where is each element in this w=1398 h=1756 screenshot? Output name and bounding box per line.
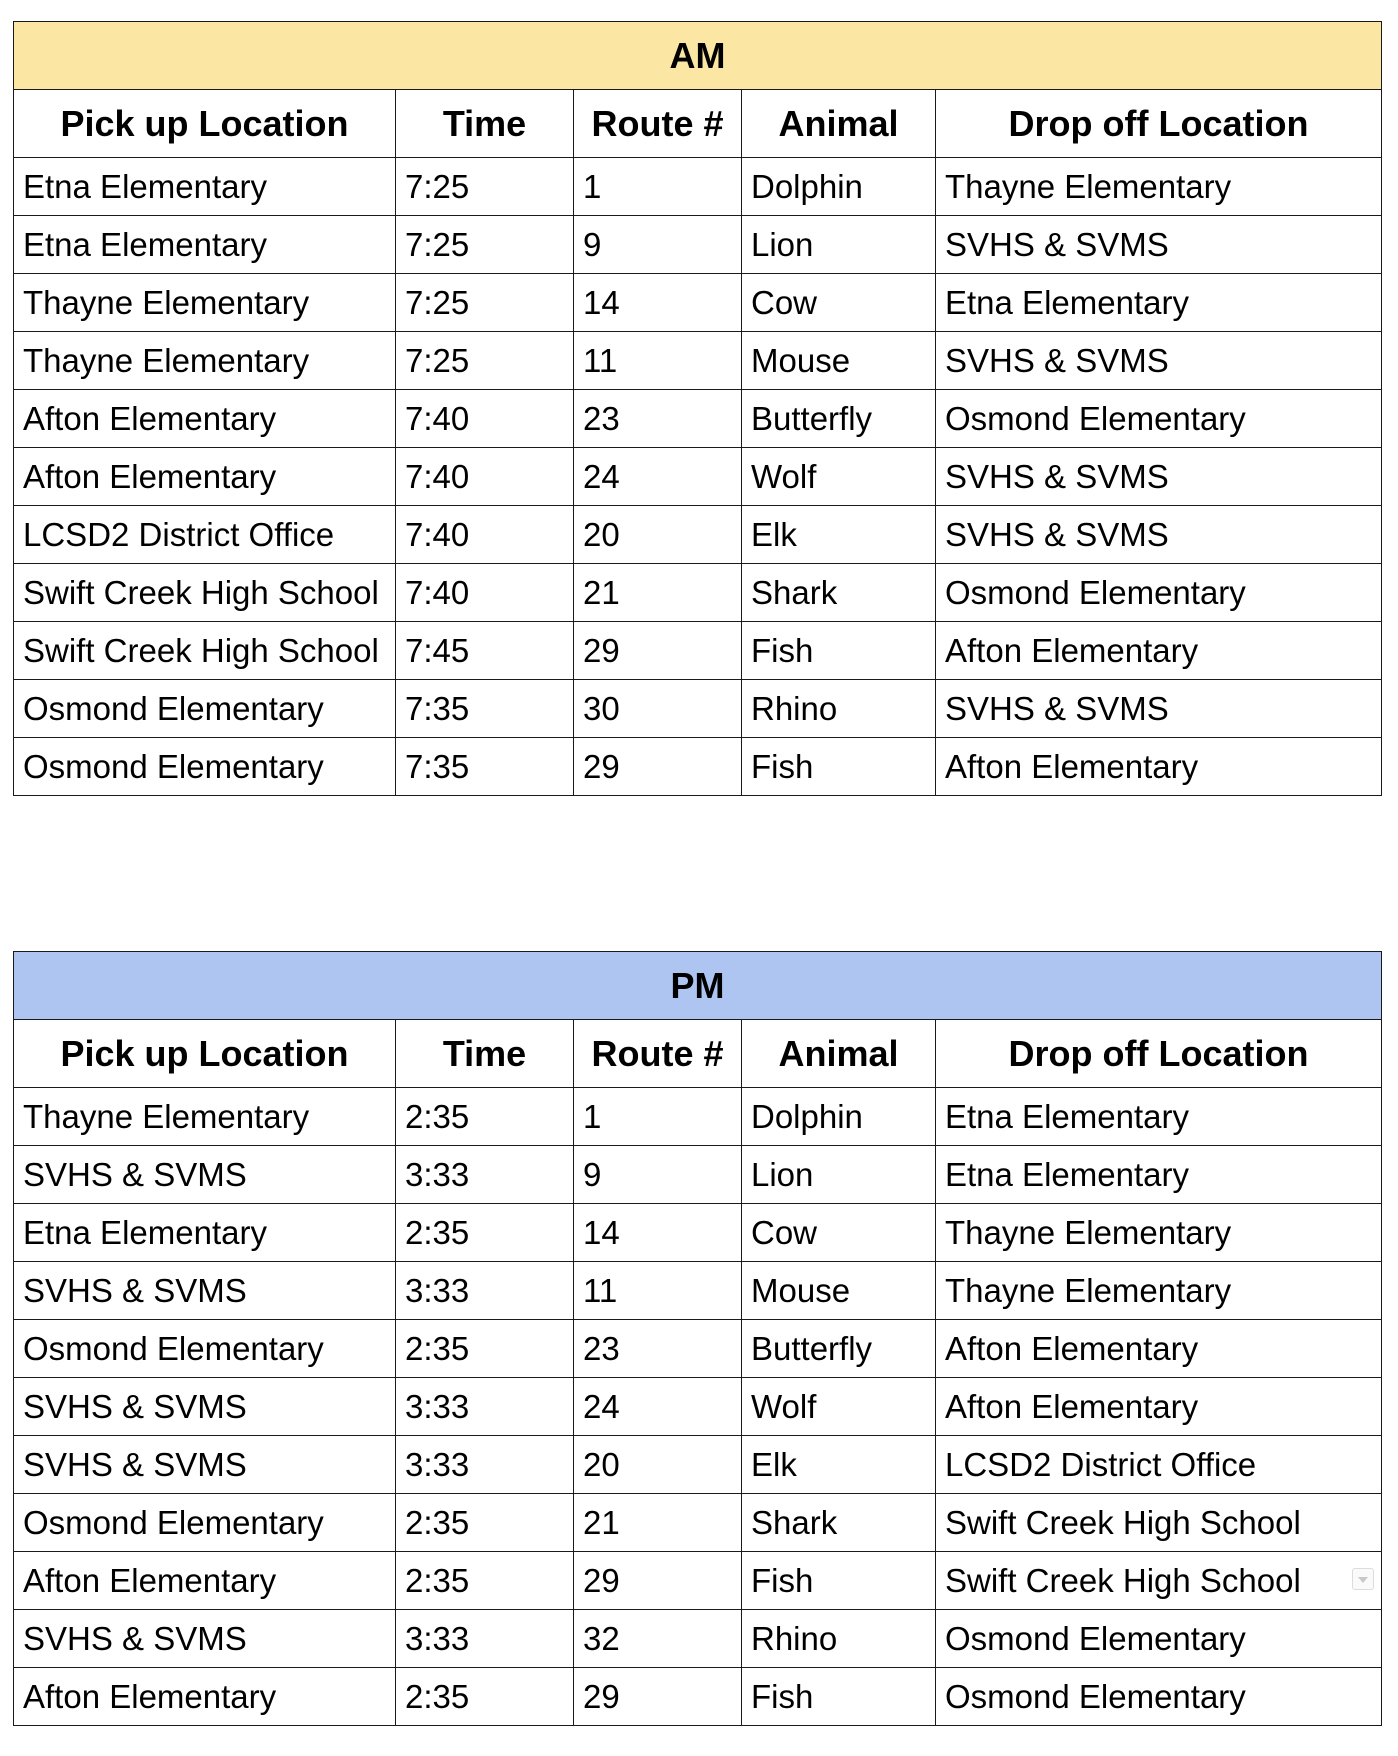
table-row [14,1610,1382,1668]
dropoff-cell: SVHS & SVMS [936,506,1382,564]
animal-cell: Elk [742,506,936,564]
column-header-route: Route # [574,1020,742,1088]
dropoff-cell: Afton Elementary [936,738,1382,796]
column-header-pickup: Pick up Location [14,1020,396,1088]
pm-header-row [14,1020,1382,1088]
pickup-cell: SVHS & SVMS [14,1378,396,1436]
route-cell: 29 [574,738,742,796]
route-cell: 1 [574,158,742,216]
table-row [14,390,1382,448]
pickup-cell: Thayne Elementary [14,1088,396,1146]
time-cell: 7:25 [396,274,574,332]
time-cell: 7:40 [396,564,574,622]
table-row [14,448,1382,506]
animal-cell: Cow [742,1204,936,1262]
table-row [14,216,1382,274]
route-cell: 23 [574,390,742,448]
dropoff-cell: LCSD2 District Office [936,1436,1382,1494]
table-row [14,274,1382,332]
pm-banner: PM [14,952,1382,1020]
table-row [14,680,1382,738]
pm-table-body [14,1088,1382,1726]
pickup-cell: LCSD2 District Office [14,506,396,564]
table-row [14,564,1382,622]
dropoff-cell: Thayne Elementary [936,158,1382,216]
column-header-time: Time [396,90,574,158]
animal-cell: Rhino [742,1610,936,1668]
pickup-cell: SVHS & SVMS [14,1262,396,1320]
am-schedule-table [13,21,1382,796]
animal-cell: Shark [742,1494,936,1552]
dropoff-cell: SVHS & SVMS [936,216,1382,274]
route-cell: 32 [574,1610,742,1668]
table-row [14,1320,1382,1378]
animal-cell: Elk [742,1436,936,1494]
table-row [14,1204,1382,1262]
table-row [14,1262,1382,1320]
time-cell: 2:35 [396,1494,574,1552]
table-row [14,622,1382,680]
pickup-cell: Thayne Elementary [14,332,396,390]
dropoff-cell: Afton Elementary [936,622,1382,680]
pickup-cell: Osmond Elementary [14,738,396,796]
table-row [14,1088,1382,1146]
route-cell: 23 [574,1320,742,1378]
column-header-animal: Animal [742,1020,936,1088]
dropoff-cell: Thayne Elementary [936,1204,1382,1262]
am-banner: AM [14,22,1382,90]
time-cell: 2:35 [396,1204,574,1262]
dropoff-cell: Swift Creek High School [936,1494,1382,1552]
dropoff-cell: Afton Elementary [936,1320,1382,1378]
pickup-cell: Etna Elementary [14,216,396,274]
animal-cell: Wolf [742,1378,936,1436]
dropoff-cell: Etna Elementary [936,1088,1382,1146]
route-cell: 30 [574,680,742,738]
route-cell: 14 [574,274,742,332]
route-cell: 29 [574,1668,742,1726]
route-cell: 24 [574,1378,742,1436]
route-cell: 11 [574,332,742,390]
time-cell: 3:33 [396,1262,574,1320]
pickup-cell: Etna Elementary [14,158,396,216]
pickup-cell: SVHS & SVMS [14,1436,396,1494]
time-cell: 7:35 [396,680,574,738]
animal-cell: Lion [742,1146,936,1204]
time-cell: 3:33 [396,1146,574,1204]
dropoff-cell: Osmond Elementary [936,564,1382,622]
route-cell: 24 [574,448,742,506]
animal-cell: Fish [742,1668,936,1726]
am-table-body [14,158,1382,796]
column-header-dropoff: Drop off Location [936,90,1382,158]
dropoff-cell: SVHS & SVMS [936,448,1382,506]
time-cell: 3:33 [396,1378,574,1436]
column-header-time: Time [396,1020,574,1088]
table-row [14,1668,1382,1726]
time-cell: 2:35 [396,1668,574,1726]
dropoff-cell: Osmond Elementary [936,1610,1382,1668]
table-row [14,1146,1382,1204]
animal-cell: Cow [742,274,936,332]
table-row [14,1552,1382,1610]
animal-cell: Fish [742,738,936,796]
dropdown-arrow-icon[interactable] [1352,1568,1374,1590]
time-cell: 7:45 [396,622,574,680]
route-cell: 14 [574,1204,742,1262]
pickup-cell: Osmond Elementary [14,680,396,738]
time-cell: 7:40 [396,506,574,564]
time-cell: 7:40 [396,448,574,506]
route-cell: 11 [574,1262,742,1320]
animal-cell: Fish [742,1552,936,1610]
route-cell: 1 [574,1088,742,1146]
animal-cell: Mouse [742,1262,936,1320]
animal-cell: Rhino [742,680,936,738]
dropoff-cell: Thayne Elementary [936,1262,1382,1320]
table-row [14,1378,1382,1436]
route-cell: 29 [574,1552,742,1610]
am-header-row [14,90,1382,158]
animal-cell: Dolphin [742,158,936,216]
time-cell: 3:33 [396,1436,574,1494]
time-cell: 2:35 [396,1088,574,1146]
table-row [14,1436,1382,1494]
column-header-pickup: Pick up Location [14,90,396,158]
time-cell: 7:35 [396,738,574,796]
route-cell: 9 [574,216,742,274]
column-header-animal: Animal [742,90,936,158]
animal-cell: Wolf [742,448,936,506]
pickup-cell: Swift Creek High School [14,622,396,680]
route-cell: 20 [574,1436,742,1494]
dropoff-cell: Swift Creek High School [936,1552,1382,1610]
pickup-cell: Afton Elementary [14,1552,396,1610]
time-cell: 7:40 [396,390,574,448]
animal-cell: Fish [742,622,936,680]
table-row [14,158,1382,216]
route-cell: 21 [574,564,742,622]
pickup-cell: SVHS & SVMS [14,1610,396,1668]
pickup-cell: Afton Elementary [14,390,396,448]
column-header-dropoff: Drop off Location [936,1020,1382,1088]
animal-cell: Dolphin [742,1088,936,1146]
pm-schedule-table [13,951,1382,1726]
route-cell: 20 [574,506,742,564]
pickup-cell: Etna Elementary [14,1204,396,1262]
time-cell: 2:35 [396,1552,574,1610]
dropoff-cell: Osmond Elementary [936,390,1382,448]
pickup-cell: Osmond Elementary [14,1320,396,1378]
pickup-cell: Osmond Elementary [14,1494,396,1552]
table-row [14,332,1382,390]
table-row [14,738,1382,796]
time-cell: 7:25 [396,332,574,390]
pickup-cell: Afton Elementary [14,448,396,506]
dropoff-cell: Osmond Elementary [936,1668,1382,1726]
table-row [14,1494,1382,1552]
pickup-cell: Thayne Elementary [14,274,396,332]
dropoff-cell: SVHS & SVMS [936,680,1382,738]
dropoff-cell: Etna Elementary [936,1146,1382,1204]
time-cell: 7:25 [396,216,574,274]
dropoff-cell: Etna Elementary [936,274,1382,332]
pickup-cell: Afton Elementary [14,1668,396,1726]
dropoff-cell: Afton Elementary [936,1378,1382,1436]
animal-cell: Mouse [742,332,936,390]
table-row [14,506,1382,564]
pickup-cell: SVHS & SVMS [14,1146,396,1204]
animal-cell: Lion [742,216,936,274]
animal-cell: Butterfly [742,390,936,448]
animal-cell: Butterfly [742,1320,936,1378]
route-cell: 9 [574,1146,742,1204]
route-cell: 29 [574,622,742,680]
animal-cell: Shark [742,564,936,622]
time-cell: 2:35 [396,1320,574,1378]
time-cell: 3:33 [396,1610,574,1668]
time-cell: 7:25 [396,158,574,216]
route-cell: 21 [574,1494,742,1552]
column-header-route: Route # [574,90,742,158]
dropoff-cell: SVHS & SVMS [936,332,1382,390]
pickup-cell: Swift Creek High School [14,564,396,622]
